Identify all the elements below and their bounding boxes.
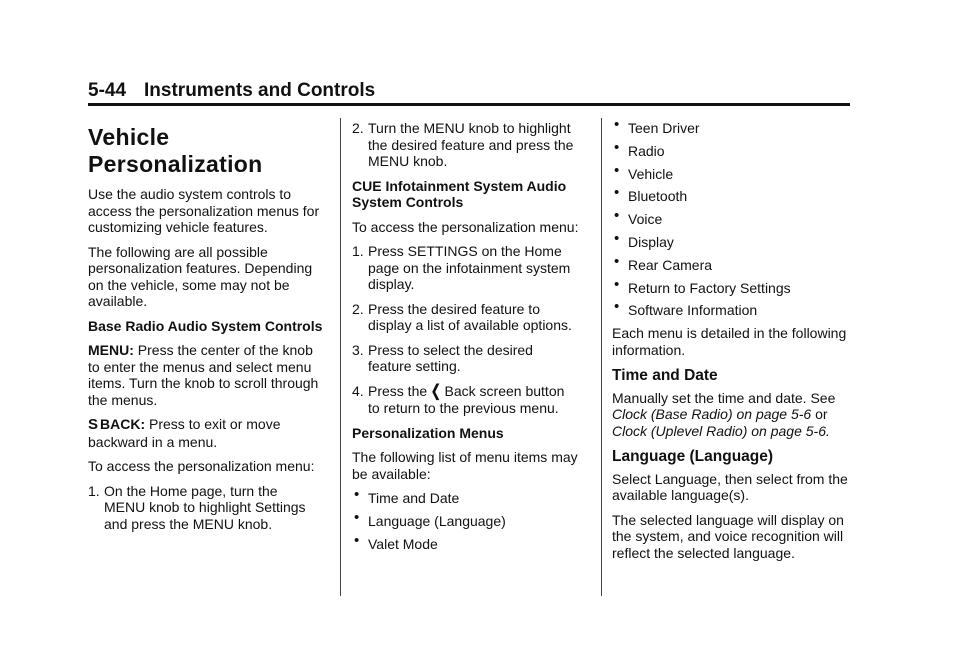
access-paragraph: To access the personalization menu:	[88, 458, 315, 474]
clock-base-link[interactable]: Clock (Base Radio) on page 5-6	[612, 406, 812, 423]
column-3	[612, 120, 857, 569]
step-number: 4.	[352, 382, 364, 399]
possible-paragraph: The following are all possible personalization features. Depending on the vehicle, some may not be available.	[88, 243, 313, 309]
header-text	[88, 80, 375, 101]
list-item: • Teen Driver	[612, 120, 857, 137]
step-text-a2: Back screen button	[444, 382, 565, 399]
section-title: Instruments and Controls	[144, 80, 376, 101]
page-title	[88, 124, 326, 178]
step-number: 2.	[352, 120, 364, 136]
language-heading: Language (Language)	[612, 448, 774, 466]
title-line-2: Personalization	[88, 151, 263, 177]
language-paragraph-1: Select Language, then select from the available language(s).	[612, 470, 848, 504]
back-paragraph	[88, 416, 326, 450]
step-text-a: Press to select the desired	[368, 341, 533, 358]
step-number: 2.	[352, 300, 364, 317]
step-number: 3.	[352, 341, 364, 358]
list-item: • Return to Factory Settings	[612, 280, 857, 297]
cue-heading: CUE Infotainment System Audio System Controls	[352, 177, 567, 210]
menu-term: MENU:	[88, 342, 134, 358]
step-text-b: to return to the previous menu.	[368, 400, 559, 416]
back-term: BACK:	[100, 416, 146, 432]
step-number: 1.	[352, 243, 364, 259]
clock-uplevel-link[interactable]: Clock (Uplevel Radio) on page 5-6.	[612, 422, 830, 439]
step-text-b: MENU knob to highlight Settings and press the MENU knob.	[104, 499, 306, 532]
step-text-a: Turn the MENU knob to highlight	[368, 120, 571, 136]
title-line-1: Vehicle	[88, 124, 170, 150]
list-item: • Radio	[612, 143, 857, 160]
cue-step-3	[352, 342, 596, 375]
column-divider-1	[340, 118, 341, 596]
step-2	[352, 120, 596, 170]
step-text-b: feature setting.	[368, 358, 461, 374]
list-item: • Software Information	[612, 302, 857, 319]
list-item: • Voice	[612, 211, 857, 228]
page-number: 5-44	[88, 80, 127, 101]
menus-intro: The following list of menu items may be available:	[352, 449, 578, 482]
step-text-b: the desired feature and press the MENU knob.	[368, 136, 574, 169]
menu-text: Press the center of the knob to enter the menus and select menu items. Turn the knob to scroll through the menus.	[88, 342, 319, 408]
time-date-heading: Time and Date	[612, 367, 718, 385]
step-text-a: Press SETTINGS on the Home	[368, 243, 562, 259]
back-chevron-icon: ❬	[429, 382, 443, 400]
column-1	[88, 120, 326, 540]
cue-step-2	[352, 301, 596, 334]
list-item: • Display	[612, 234, 857, 251]
list-item: • Valet Mode	[352, 536, 596, 553]
column-2	[352, 120, 596, 558]
base-radio-heading: Base Radio Audio System Controls	[88, 317, 323, 334]
list-item: • Bluetooth	[612, 188, 857, 205]
time-text: Manually set the time and date. See	[612, 389, 836, 406]
step-text-a: Press the	[368, 382, 428, 399]
step-text-b: page on the infotainment system display.	[368, 259, 571, 292]
list-item: • Time and Date	[352, 490, 596, 507]
step-text-a: Press the desired feature to	[368, 300, 540, 317]
language-paragraph-2: The selected language will display on the system, and voice recognition will reflect the selected language.	[612, 511, 844, 561]
access-paragraph: To access the personalization menu:	[352, 218, 579, 235]
time-date-paragraph	[612, 390, 857, 440]
page-header	[88, 80, 850, 106]
step-number: 1.	[88, 482, 100, 499]
detail-paragraph: Each menu is detailed in the following information.	[612, 325, 847, 358]
or-text: or	[815, 406, 828, 423]
list-item: • Language (Language)	[352, 513, 596, 530]
step-1	[88, 483, 326, 533]
list-item: • Rear Camera	[612, 257, 857, 274]
list-item: • Vehicle	[612, 166, 857, 183]
intro-paragraph: Use the audio system controls to access the personalization menus for customizing vehicle features.	[88, 186, 320, 235]
step-text-b: display a list of available options.	[368, 317, 572, 333]
cue-step-4	[352, 383, 596, 417]
column-divider-2	[601, 118, 602, 596]
menu-paragraph	[88, 342, 326, 408]
cue-step-1	[352, 243, 596, 293]
back-text: Press to exit or move backward in a menu.	[88, 416, 281, 450]
menus-heading: Personalization Menus	[352, 424, 504, 441]
step-text-a: On the Home page, turn the	[104, 482, 278, 499]
back-arrow-icon: S	[88, 416, 99, 433]
